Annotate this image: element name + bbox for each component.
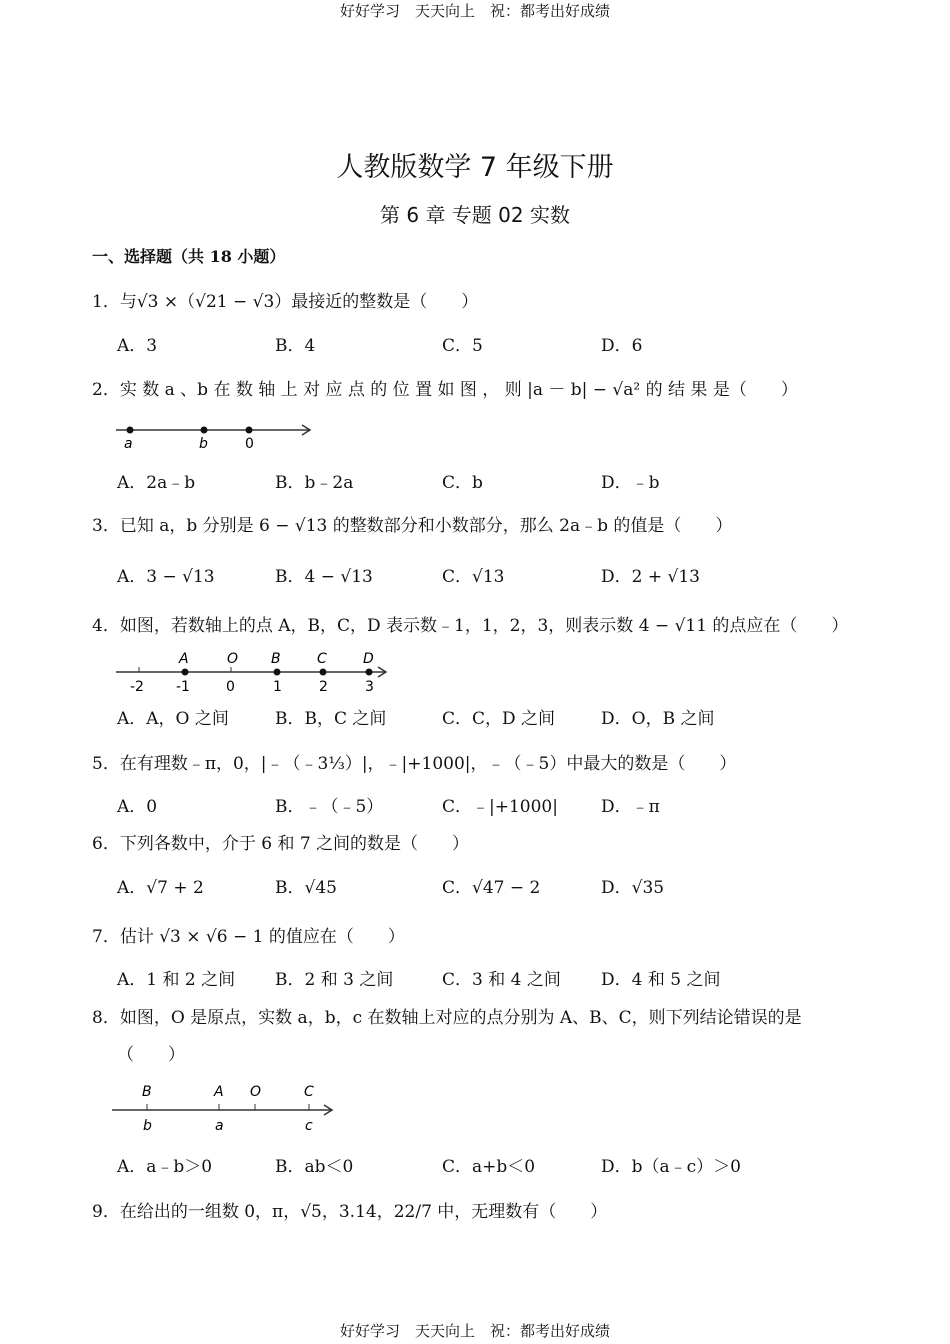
tick-1: 1 [273, 679, 282, 695]
question-3-stem: 3．已知 a，b 分别是 6 − √13 的整数部分和小数部分，那么 2a﹣b 的值是（ ） [92, 516, 733, 536]
point-a [127, 427, 134, 434]
question-8-option-c: C．a+b＜0 [442, 1157, 536, 1177]
question-2-option-b: B．b﹣2a [275, 473, 354, 493]
question-2-option-d: D．﹣b [601, 473, 660, 493]
question-1-option-d: D．6 [601, 336, 643, 356]
question-2-stem: 2．实 数 a 、b 在 数 轴 上 对 应 点 的 位 置 如 图 ， 则 |a － b| − √a² 的 结 果 是（ ） [92, 380, 798, 400]
question-7-option-c: C．3 和 4 之间 [442, 970, 561, 990]
page-footer: 好好学习 天天向上 祝：都考出好成绩 [339, 1322, 610, 1340]
page-title: 人教版数学 7 年级下册 [336, 152, 614, 183]
point-b [201, 427, 208, 434]
question-7-option-d: D．4 和 5 之间 [601, 970, 721, 990]
label-A: A [179, 651, 189, 667]
point-zero [246, 427, 253, 434]
point-C [320, 669, 327, 676]
question-1-option-c: C．5 [442, 336, 483, 356]
label-B: B [271, 651, 281, 667]
question-9-stem: 9．在给出的一组数 0，π，√5，3.14，22/7 中，无理数有（ ） [92, 1202, 608, 1222]
label-O: O [227, 651, 239, 667]
question-3-option-a: A．3 − √13 [117, 567, 215, 587]
question-2-option-c: C．b [442, 473, 483, 493]
page-header: 好好学习 天天向上 祝：都考出好成绩 [339, 2, 610, 20]
point-A [182, 669, 189, 676]
question-4-option-a: A．A，O 之间 [117, 709, 229, 729]
question-7-stem: 7．估计 √3 × √6 − 1 的值应在（ ） [92, 927, 405, 947]
question-6-option-d: D．√35 [601, 878, 665, 898]
section-heading: 一、选择题（共 18 小题） [92, 247, 286, 266]
label-C: C [317, 651, 327, 667]
label-B: B [142, 1084, 152, 1100]
tick-0: 0 [226, 679, 235, 695]
point-B [274, 669, 281, 676]
question-3-option-b: B．4 − √13 [275, 567, 373, 587]
question-8-option-a: A．a﹣b＞0 [117, 1157, 213, 1177]
page-subtitle: 第 6 章 专题 02 实数 [380, 203, 570, 227]
label-b: b [143, 1118, 152, 1134]
question-7-option-b: B．2 和 3 之间 [275, 970, 394, 990]
question-1-option-b: B．4 [275, 336, 316, 356]
question-8-option-b: B．ab＜0 [275, 1157, 354, 1177]
question-3-option-d: D．2 + √13 [601, 567, 700, 587]
question-5-option-c: C．﹣|+1000| [442, 797, 558, 817]
question-5-stem: 5．在有理数﹣π，0，|﹣（﹣3⅓）|，﹣|+1000|，﹣（﹣5）中最大的数是（ ） [92, 754, 737, 774]
label-C: C [304, 1084, 314, 1100]
question-7-option-a: A．1 和 2 之间 [117, 970, 236, 990]
question-4-option-b: B．B，C 之间 [275, 709, 387, 729]
question-8-stem-continued: （ ） [117, 1045, 185, 1065]
point-D [366, 669, 373, 676]
tick-minus-2: -2 [130, 679, 144, 695]
question-4-stem: 4．如图，若数轴上的点 A，B，C，D 表示数﹣1，1，2，3，则表示数 4 − √11 的点应在（ ） [92, 616, 849, 636]
question-2-option-a: A．2a﹣b [117, 473, 196, 493]
question-4-number-line [112, 648, 402, 696]
question-5-option-a: A．0 [117, 797, 158, 817]
label-a: a [215, 1118, 224, 1134]
label-c: c [305, 1118, 313, 1134]
question-5-option-d: D．﹣π [601, 797, 660, 817]
label-O: O [250, 1084, 262, 1100]
question-8-option-d: D．b（a﹣c）＞0 [601, 1157, 741, 1177]
question-6-stem: 6．下列各数中，介于 6 和 7 之间的数是（ ） [92, 834, 470, 854]
tick-3: 3 [365, 679, 374, 695]
tick-2: 2 [319, 679, 328, 695]
question-4-option-d: D．O，B 之间 [601, 709, 715, 729]
question-1-option-a: A．3 [117, 336, 158, 356]
question-1-stem: 1．与√3 ×（√21 − √3）最接近的整数是（ ） [92, 292, 479, 312]
question-4-option-c: C．C，D 之间 [442, 709, 556, 729]
question-6-option-c: C．√47 − 2 [442, 878, 541, 898]
question-6-option-a: A．√7 + 2 [117, 878, 204, 898]
question-6-option-b: B．√45 [275, 878, 337, 898]
question-5-option-b: B．﹣（﹣5） [275, 797, 384, 817]
label-D: D [363, 651, 374, 667]
question-3-option-c: C．√13 [442, 567, 505, 587]
label-zero: 0 [245, 436, 254, 452]
tick-minus-1: -1 [176, 679, 190, 695]
label-a: a [124, 436, 133, 452]
label-A: A [214, 1084, 224, 1100]
question-8-stem: 8．如图，O 是原点，实数 a，b，c 在数轴上对应的点分别为 A、B、C，则下列结论错误的是 [92, 1008, 802, 1028]
question-2-number-line [112, 418, 322, 454]
label-b: b [199, 436, 208, 452]
question-8-number-line [110, 1080, 350, 1136]
